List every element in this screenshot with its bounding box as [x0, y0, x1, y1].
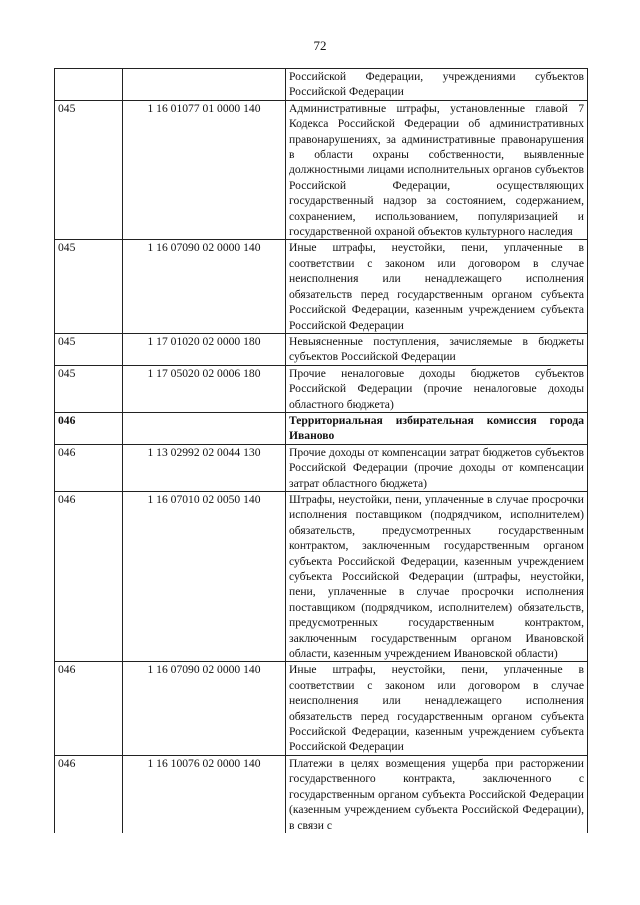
admin-code-cell: 046: [55, 491, 123, 661]
page-number: 72: [313, 38, 327, 53]
revenue-code-cell: 1 17 01020 02 0000 180: [123, 333, 286, 365]
table-row: [55, 412, 588, 444]
revenue-code-cell: 1 13 02992 02 0044 130: [123, 444, 286, 491]
revenue-code-cell: [123, 412, 286, 444]
admin-code-cell: 045: [55, 365, 123, 412]
revenue-description-cell: Невыясненные поступления, зачисляемые в бюджеты субъектов Российской Федерации: [286, 333, 588, 365]
admin-code-cell: 046: [55, 412, 123, 444]
revenue-description-cell: Российской Федерации, учреждениями субъектов Российской Федерации: [286, 69, 588, 101]
revenue-description-cell: Прочие неналоговые доходы бюджетов субъектов Российской Федерации (прочие неналоговые доходы областного бюджета): [286, 365, 588, 412]
revenue-description-cell: Иные штрафы, неустойки, пени, уплаченные в соответствии с законом или договором в случае неисполнения или ненадлежащего исполнения обязательств перед государственным органом субъекта Российской Федерации, казенным учреждением субъекта Российской Федерации: [286, 240, 588, 333]
table-row: [55, 240, 588, 333]
table-row: [55, 491, 588, 661]
admin-code-cell: 045: [55, 333, 123, 365]
revenue-description-cell: Иные штрафы, неустойки, пени, уплаченные в соответствии с законом или договором в случае неисполнения или ненадлежащего исполнения обязательств перед государственным органом субъекта Российской Федерации, казенным учреждением субъекта Российской Федерации: [286, 662, 588, 755]
revenue-code-cell: 1 16 10076 02 0000 140: [123, 755, 286, 833]
revenue-code-cell: [123, 69, 286, 101]
revenue-description-cell: Территориальная избирательная комиссия города Иваново: [286, 412, 588, 444]
admin-code-cell: 046: [55, 755, 123, 833]
table-row: [55, 444, 588, 491]
revenue-description-cell: Платежи в целях возмещения ущерба при расторжении государственного контракта, заключенного с государственным органом субъекта Российской Федерации (казенным учреждением субъекта Российской Федерации), в связи с: [286, 755, 588, 833]
table-row: [55, 100, 588, 240]
revenue-codes-table: [54, 68, 588, 833]
table-row: [55, 69, 588, 101]
admin-code-cell: 046: [55, 444, 123, 491]
admin-code-cell: 045: [55, 240, 123, 333]
revenue-code-cell: 1 16 07090 02 0000 140: [123, 240, 286, 333]
revenue-code-cell: 1 17 05020 02 0006 180: [123, 365, 286, 412]
revenue-code-cell: 1 16 01077 01 0000 140: [123, 100, 286, 240]
admin-code-cell: 046: [55, 662, 123, 755]
table-row: [55, 365, 588, 412]
revenue-description-cell: Прочие доходы от компенсации затрат бюджетов субъектов Российской Федерации (прочие доходы от компенсации затрат областного бюджета): [286, 444, 588, 491]
revenue-code-cell: 1 16 07090 02 0000 140: [123, 662, 286, 755]
revenue-code-cell: 1 16 07010 02 0050 140: [123, 491, 286, 661]
table-row: [55, 755, 588, 833]
table-row: [55, 333, 588, 365]
revenue-description-cell: Административные штрафы, установленные главой 7 Кодекса Российской Федерации об административных правонарушениях, за административные правонарушения в области охраны собственности, выявленные должностными лицами исполнительных органов субъектов Российской Федерации, осуществляющих государственный надзор за состоянием, содержанием, сохранением, использованием, популяризацией и государственной охраной объектов культурного наследия: [286, 100, 588, 240]
revenue-description-cell: Штрафы, неустойки, пени, уплаченные в случае просрочки исполнения поставщиком (подрядчиком, исполнителем) обязательств, предусмотренных государственным контрактом, заключенным государственным органом субъекта Российской Федерации, казенным учреждением субъекта Российской Федерации (штрафы, неустойки, пени, уплаченные в случае просрочки исполнения поставщиком (подрядчиком, исполнителем) обязательств, предусмотренных государственным контрактом, заключенным государственным органом Ивановской области, казенным учреждением Ивановской области): [286, 491, 588, 661]
admin-code-cell: 045: [55, 100, 123, 240]
admin-code-cell: [55, 69, 123, 101]
table-row: [55, 662, 588, 755]
